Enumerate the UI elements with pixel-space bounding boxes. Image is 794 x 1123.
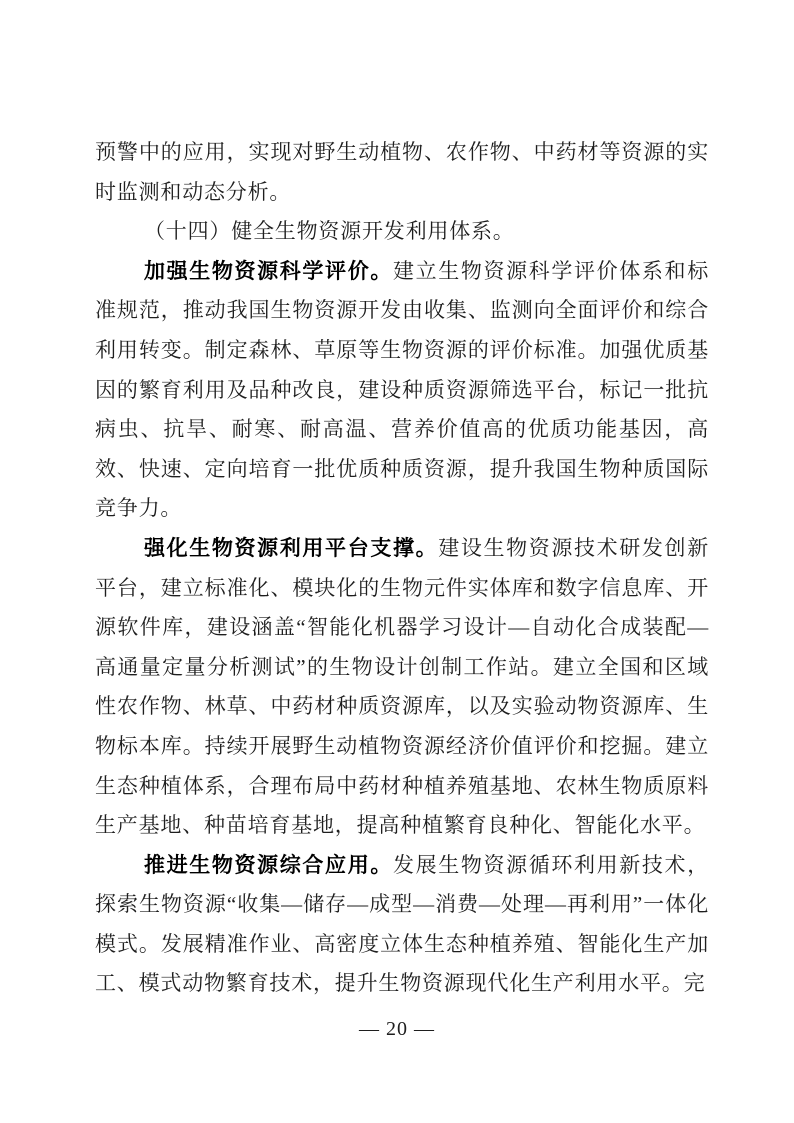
- paragraph-text: 建立生物资源科学评价体系和标准规范，推动我国生物资源开发由收集、监测向全面评价和综合利用转变。制定森林、草原等生物资源的评价标准。加强优质基因的繁育利用及品种改良，建设种质资源筛选平台，标记一批抗病虫、抗旱、耐寒、耐高温、营养价值高的优质功能基因，高效、快速、定向培育一批优质种质资源，提升我国生物种质国际竞争力。: [95, 258, 709, 521]
- paragraph-bio-resource-evaluation: [95, 252, 709, 529]
- paragraph-text: 发展生物资源循环利用新技术，探索生物资源“收集—储存—成型—消费—处理—再利用”一体化模式。发展精准作业、高密度立体生态种植养殖、智能化生产加工、模式动物繁育技术，提升生物资源现代化生产利用水平。完: [95, 852, 709, 996]
- paragraph-text: 建设生物资源技术研发创新平台，建立标准化、模块化的生物元件实体库和数字信息库、开源软件库，建设涵盖“智能化机器学习设计—自动化合成装配—高通量定量分析测试”的生物设计创制工作站。建立全国和区域性农作物、林草、中药材种质资源库，以及实验动物资源库、生物标本库。持续开展野生动植物资源经济价值评价和挖掘。建立生态种植体系，合理布局中药材种植养殖基地、农林生物质原料生产基地、种苗培育基地，提高种植繁育良种化、智能化水平。: [95, 535, 709, 838]
- section-heading-text: （十四）健全生物资源开发利用体系。: [144, 219, 515, 244]
- paragraph-continuation: [95, 133, 709, 212]
- paragraph-text: 预警中的应用，实现对野生动植物、农作物、中药材等资源的实时监测和动态分析。: [95, 140, 709, 204]
- paragraph-comprehensive-application: [95, 846, 709, 1004]
- document-body: [95, 133, 709, 1004]
- paragraph-lead-bold: 强化生物资源利用平台支撑。: [144, 535, 439, 560]
- page-number: — 20 —: [359, 1018, 435, 1040]
- paragraph-platform-support: [95, 529, 709, 846]
- paragraph-lead-bold: 推进生物资源综合应用。: [144, 852, 393, 877]
- section-heading-14: [95, 212, 709, 252]
- paragraph-lead-bold: 加强生物资源科学评价。: [144, 258, 393, 283]
